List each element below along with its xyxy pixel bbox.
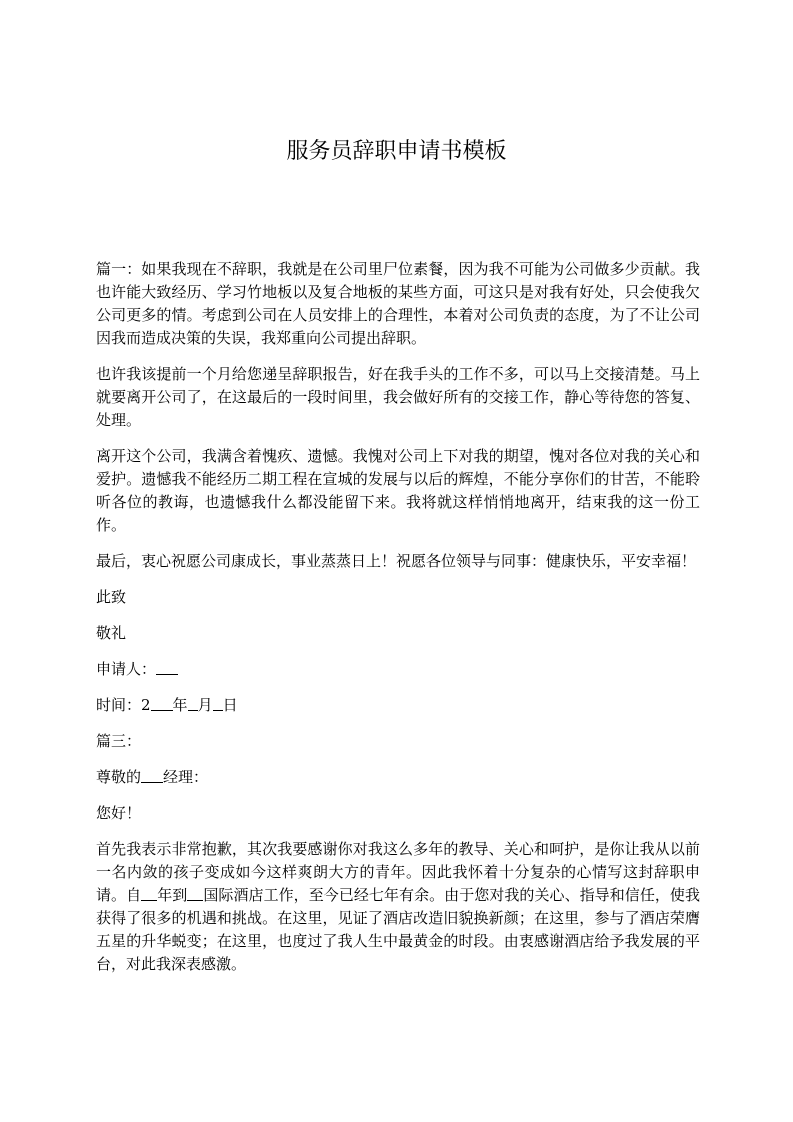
applicant-blank [156,658,178,675]
salutation-prefix: 尊敬的 [96,768,142,786]
applicant-line [96,658,700,681]
time-day: 日 [222,696,238,714]
paragraph-2: 也许我该提前一个月给您递呈辞职报告，好在我手头的工作不多，可以马上交接清楚。马上就要离开公司了，在这最后的一段时间里，我会做好所有的交接工作，静心等待您的答复、处理。 [96,365,700,429]
document-body [96,258,700,989]
time-month: 月 [197,696,213,714]
time-line [96,694,700,717]
greeting-line: 您好！ [96,804,142,822]
paragraph-5-part-b: 年到 [157,886,188,904]
month-blank [188,694,198,711]
closing-line-1: 此致 [96,588,127,606]
salutation-suffix: 经理： [163,768,209,786]
document-title: 服务员辞职申请书模板 [286,139,507,164]
paragraph-5 [96,838,700,976]
paragraph-5-part-c: 国际酒店工作，至今已经七年有余。由于您对我的关心、指导和信任，使我获得了很多的机遇和挑战。在这里，见证了酒店改造旧貌换新颜；在这里，参与了酒店荣膺五星的升华蜕变；在这里，也度过了我人生中最黄金的时段。由衷感谢酒店给予我发展的平台，对此我深表感激。 [96,886,700,973]
time-year: 年 [172,696,188,714]
hotel-name-blank [187,884,203,901]
start-year-blank [141,884,157,901]
paragraph-3: 离开这个公司，我满含着愧疚、遗憾。我愧对公司上下对我的期望，愧对各位对我的关心和爱护。遗憾我不能经历二期工程在宣城的发展与以后的辉煌，不能分享你们的甘苦，不能聆听各位的教诲，也遗憾我什么都没能留下来。我将就这样悄悄地离开，结束我的这一份工作。 [96,447,700,534]
manager-name-blank [141,766,163,783]
applicant-label: 申请人： [96,660,157,678]
paragraph-4: 最后，衷心祝愿公司康成长，事业蒸蒸日上！祝愿各位领导与同事：健康快乐，平安幸福！ [96,552,697,570]
paragraph-1: 篇一：如果我现在不辞职，我就是在公司里尸位素餐，因为我不可能为公司做多少贡献。我也许能大致经历、学习竹地板以及复合地板的某些方面，可这只是对我有好处，只会使我欠公司更多的情。考虑到公司在人员安排上的合理性，本着对公司负责的态度，为了不让公司因我而造成决策的失误，我郑重向公司提出辞职。 [96,260,700,347]
year-blank [151,694,173,711]
section-3-heading: 篇三： [96,732,142,750]
paragraph-5-part-a: 首先我表示非常抱歉，其次我要感谢你对我这么多年的教导、关心和呵护，是你让我从以前一名内敛的孩子变成如今这样爽朗大方的青年。因此我怀着十分复杂的心情写这封辞职申请。自 [96,840,700,904]
closing-line-2: 敬礼 [96,624,127,642]
salutation-line [96,766,700,789]
time-prefix: 时间：2 [96,696,151,714]
day-blank [213,694,223,711]
